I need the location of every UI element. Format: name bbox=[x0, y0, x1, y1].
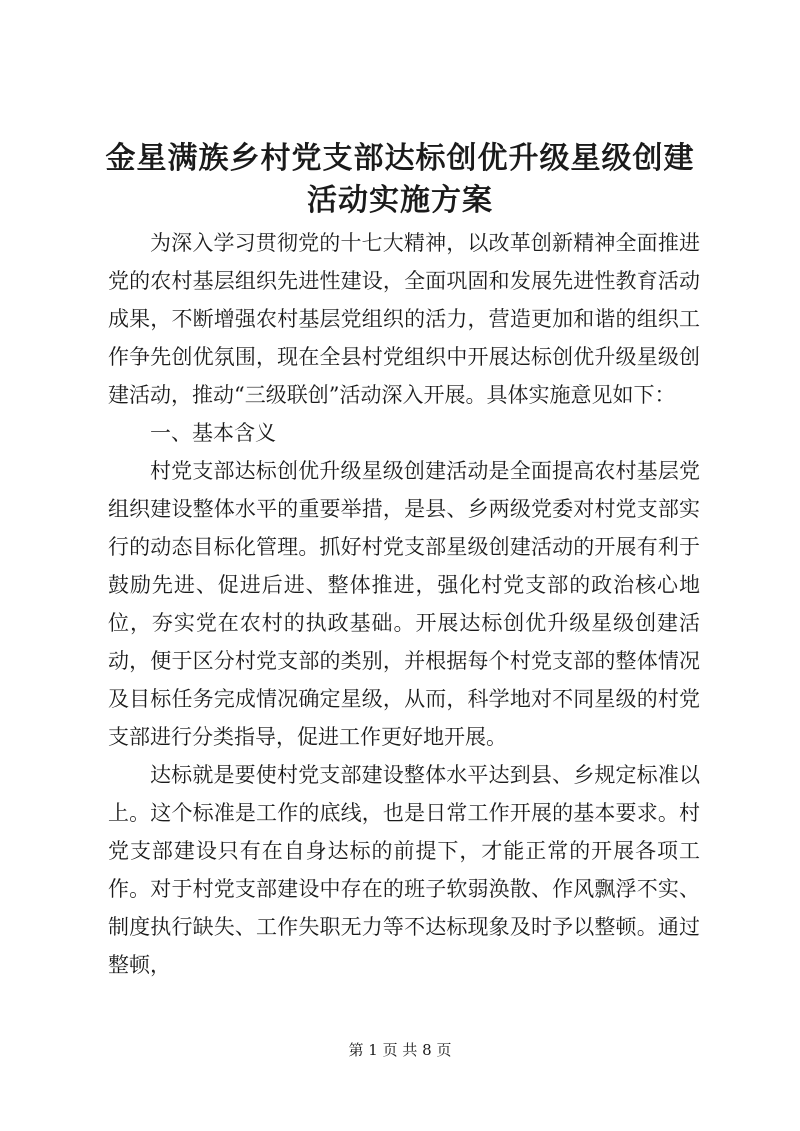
section-heading: 一、基本含义 bbox=[150, 421, 276, 445]
paragraph-intro: 为深入学习贯彻党的十七大精神，以改革创新精神全面推进党的农村基层组织先进性建设，全面巩固和发展先进性教育活动成果，不断增强农村基层党组织的活力，营造更加和谐的组织工作争先创优氛围，现在全县村党组织中开展达标创优升级星级创建活动，推动“三级联创”活动深入开展。具体实施意见如下： bbox=[108, 231, 700, 407]
document-body bbox=[108, 224, 700, 984]
page-footer: 第 1 页 共 8 页 bbox=[348, 1041, 452, 1059]
paragraph-standard: 达标就是要使村党支部建设整体水平达到县、乡规定标准以上。这个标准是工作的底线，也是日常工作开展的基本要求。村党支部建设只有在自身达标的前提下，才能正常的开展各项工作。对于村党支部建设中存在的班子软弱涣散、作风飘浮不实、制度执行缺失、工作失职无力等不达标现象及时予以整顿。通过整顿， bbox=[108, 763, 700, 977]
document-title: 金星满族乡村党支部达标创优升级星级创建活动实施方案 bbox=[105, 141, 695, 218]
paragraph-meaning: 村党支部达标创优升级星级创建活动是全面提高农村基层党组织建设整体水平的重要举措，是县、乡两级党委对村党支部实行的动态目标化管理。抓好村党支部星级创建活动的开展有利于鼓励先进、促进后进、整体推进，强化村党支部的政治核心地位，夯实党在农村的执政基础。开展达标创优升级星级创建活动，便于区分村党支部的类别，并根据每个村党支部的整体情况及目标任务完成情况确定星级，从而，科学地对不同星级的村党支部进行分类指导，促进工作更好地开展。 bbox=[108, 459, 700, 749]
